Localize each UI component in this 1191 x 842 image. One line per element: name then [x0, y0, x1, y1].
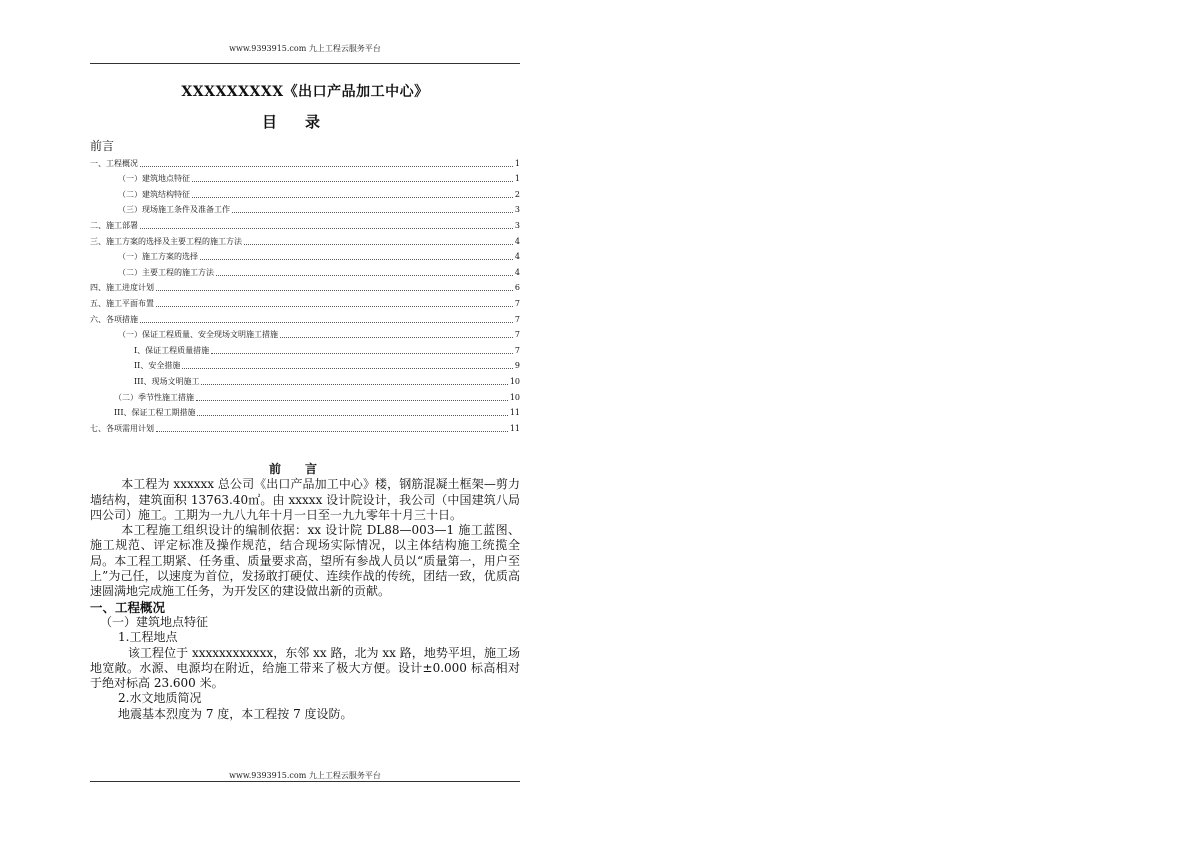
toc-entry-title: （三）现场施工条件及准备工作 — [118, 205, 230, 215]
preface-paragraph-1: 本工程为 xxxxxx 总公司《出口产品加工中心》楼，钢筋混凝土框架—剪力墙结构，建筑面积 13763.40㎡。由 xxxxx 设计院设计，我公司（中国建筑八局四公司）施工。工期为一九八九年十月一日至一九九零年十月三十日。 — [90, 477, 520, 522]
toc-entry[interactable] — [90, 371, 520, 387]
toc-entry-title: III、保证工程工期措施 — [114, 408, 196, 418]
toc-leader-dots — [140, 228, 513, 229]
toc-leader-dots — [196, 400, 508, 401]
toc-entry-page: 10 — [509, 376, 520, 386]
toc-entry[interactable] — [90, 262, 520, 278]
toc-leader-dots — [140, 322, 513, 323]
toc-leader-dots — [244, 244, 513, 245]
toc-entry-title: （一）保证工程质量、安全现场文明施工措施 — [118, 330, 278, 340]
toc-entry-title: 三、施工方案的选择及主要工程的施工方法 — [90, 236, 242, 246]
toc-entry[interactable] — [90, 309, 520, 325]
toc-entry-title: （二）季节性施工措施 — [114, 392, 194, 402]
toc-entry[interactable] — [90, 169, 520, 185]
page-header: www.9393915.com 九上工程云服务平台 — [229, 44, 381, 53]
toc-entry-page: 4 — [514, 236, 520, 246]
toc-entry-page: 3 — [514, 220, 520, 230]
subsection-1-title: （一）建筑地点特征 — [100, 614, 209, 629]
item-1-text: 该工程位于 xxxxxxxxxxxx，东邻 xx 路，北为 xx 路，地势平坦，施工场地宽敞。水源、电源均在附近，给施工带来了极大方便。设计±0.000 标高相对于绝对标高 23.600 米。 — [90, 645, 520, 691]
toc-leader-dots — [216, 275, 513, 276]
toc-entry[interactable] — [90, 387, 520, 403]
toc-leader-dots — [197, 415, 507, 416]
toc-entry[interactable] — [90, 325, 520, 341]
toc-entry[interactable] — [90, 247, 520, 263]
header-rule — [90, 63, 520, 64]
toc-entry-title: I、保证工程质量措施 — [134, 345, 210, 355]
toc-entry-page: 10 — [509, 392, 520, 402]
toc-leader-dots — [182, 368, 513, 369]
toc-entry[interactable] — [90, 418, 520, 434]
toc-entry-page: 7 — [514, 345, 520, 355]
toc-entry-title: 一、工程概况 — [90, 158, 138, 168]
toc-entry-title: 五、施工平面布置 — [90, 298, 154, 308]
toc-preface-entry[interactable]: 前言 — [90, 139, 115, 153]
table-of-contents — [90, 153, 520, 434]
toc-leader-dots — [192, 181, 513, 182]
toc-entry[interactable] — [90, 184, 520, 200]
toc-entry-page: 11 — [509, 408, 520, 418]
toc-entry[interactable] — [90, 153, 520, 169]
toc-entry[interactable] — [90, 200, 520, 216]
toc-leader-dots — [200, 259, 513, 260]
toc-entry-title: 六、各项措施 — [90, 314, 138, 324]
toc-leader-dots — [192, 197, 513, 198]
section-1-title: 一、工程概况 — [90, 599, 166, 615]
toc-entry-page: 2 — [514, 189, 520, 199]
toc-leader-dots — [280, 337, 513, 338]
toc-entry-title: 二、施工部署 — [90, 220, 138, 230]
toc-entry-title: （二）建筑结构特征 — [118, 189, 190, 199]
item-2-text: 地震基本烈度为 7 度，本工程按 7 度设防。 — [118, 706, 353, 721]
preface-paragraph-2: 本工程施工组织设计的编制依据：xx 设计院 DL88—003—1 施工蓝图、施工规范、评定标准及操作规范，结合现场实际情况，以主体结构施工统揽全局。本工程工期紧、任务重、质量要求高，望所有参战人员以“质量第一，用户至上”为己任，以速度为首位，发扬敢打硬仗、连续作战的传统，团结一致，优质高速圆满地完成施工任务，为开发区的建设做出新的贡献。 — [90, 523, 520, 599]
toc-entry-page: 1 — [514, 158, 520, 168]
preface-heading: 前言 — [268, 462, 341, 476]
toc-leader-dots — [156, 290, 513, 291]
item-1-title: 1.工程地点 — [118, 630, 178, 645]
toc-leader-dots — [201, 384, 507, 385]
toc-entry[interactable] — [90, 278, 520, 294]
toc-entry[interactable] — [90, 293, 520, 309]
toc-entry-page: 7 — [514, 314, 520, 324]
toc-leader-dots — [156, 431, 508, 432]
toc-leader-dots — [140, 166, 513, 167]
toc-entry-page: 4 — [514, 252, 520, 262]
toc-entry-title: 七、各项需用计划 — [90, 423, 154, 433]
toc-entry-title: （一）施工方案的选择 — [118, 252, 198, 262]
toc-entry-page: 3 — [514, 205, 520, 215]
toc-entry-title: （一）建筑地点特征 — [118, 174, 190, 184]
toc-heading: 目录 — [261, 113, 348, 131]
toc-leader-dots — [156, 306, 513, 307]
toc-entry-page: 4 — [514, 267, 520, 277]
toc-entry-page: 9 — [514, 361, 520, 371]
preface-body — [90, 462, 520, 722]
toc-entry[interactable] — [90, 231, 520, 247]
toc-entry-page: 11 — [509, 423, 520, 433]
document-title: XXXXXXXXX《出口产品加工中心》 — [181, 84, 429, 100]
toc-entry-page: 7 — [514, 298, 520, 308]
footer-rule — [90, 781, 520, 782]
toc-entry-title: II、安全措施 — [134, 361, 181, 371]
toc-entry-title: III、现场文明施工 — [134, 376, 200, 386]
toc-entry[interactable] — [90, 403, 520, 419]
toc-entry-page: 1 — [514, 174, 520, 184]
toc-entry-page: 6 — [514, 283, 520, 293]
page-footer: www.9393915.com 九上工程云服务平台 — [229, 771, 381, 780]
toc-entry-title: 四、施工进度计划 — [90, 283, 154, 293]
toc-entry[interactable] — [90, 356, 520, 372]
toc-leader-dots — [232, 212, 513, 213]
toc-leader-dots — [211, 353, 513, 354]
toc-entry-title: （二）主要工程的施工方法 — [118, 267, 214, 277]
toc-entry[interactable] — [90, 215, 520, 231]
toc-entry-page: 7 — [514, 330, 520, 340]
toc-entry[interactable] — [90, 340, 520, 356]
item-2-title: 2.水文地质简况 — [118, 691, 202, 706]
